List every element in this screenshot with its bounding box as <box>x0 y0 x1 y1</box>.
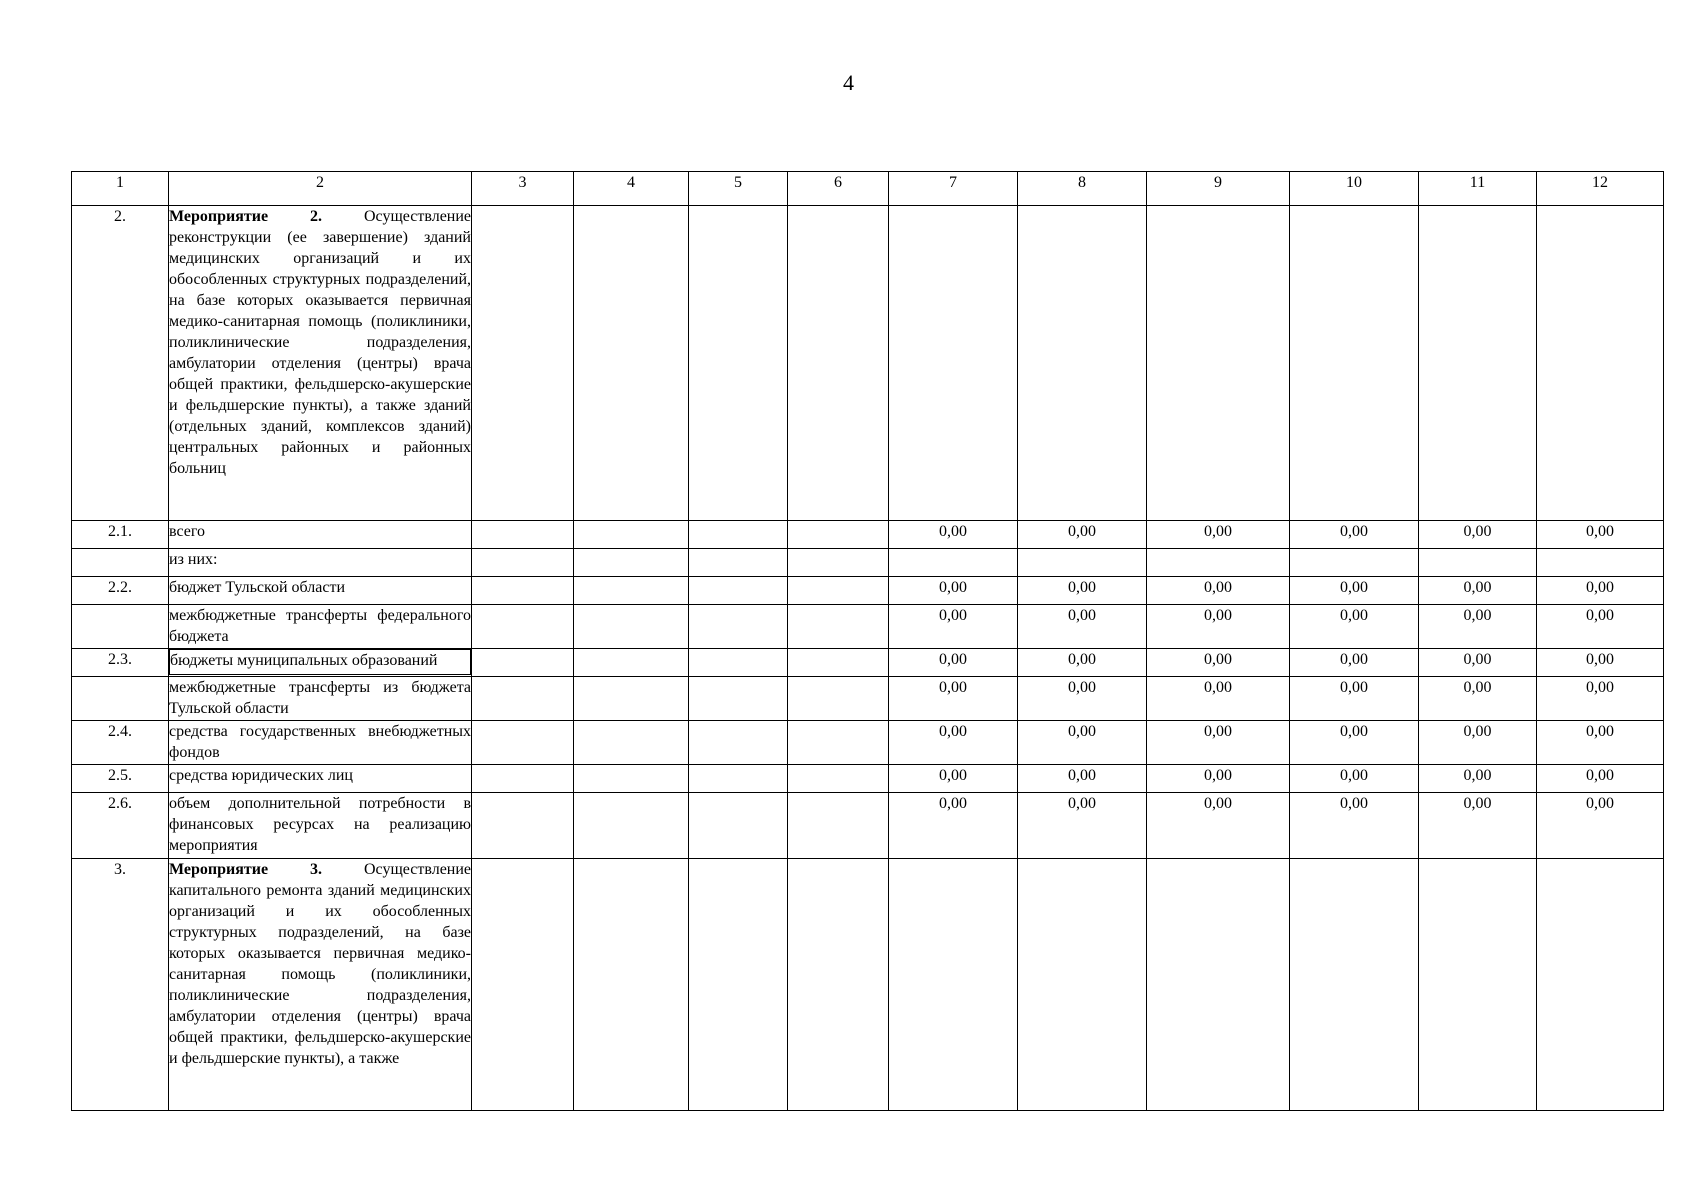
value-cell: 0,00 <box>1290 765 1419 793</box>
table-row <box>72 793 1664 859</box>
value-cell: 0,00 <box>1419 605 1537 649</box>
row-number: 2.1. <box>72 521 169 549</box>
row-label: средства юридических лиц <box>169 765 472 793</box>
column-numbers-row <box>72 172 1664 206</box>
table-row <box>72 521 1664 549</box>
value-cell <box>1290 549 1419 577</box>
value-cell: 0,00 <box>1290 577 1419 605</box>
value-cell: 0,00 <box>1537 721 1664 765</box>
row-label: из них: <box>169 549 472 577</box>
table-row <box>72 549 1664 577</box>
value-cell <box>1018 549 1147 577</box>
value-cell: 0,00 <box>1537 793 1664 859</box>
table-row <box>72 577 1664 605</box>
table-row <box>72 765 1664 793</box>
value-cell: 0,00 <box>889 649 1018 677</box>
row-number: 2.5. <box>72 765 169 793</box>
value-cell: 0,00 <box>1419 793 1537 859</box>
column-header: 6 <box>788 172 889 206</box>
value-cell: 0,00 <box>1018 577 1147 605</box>
value-cell: 0,00 <box>889 677 1018 721</box>
column-header: 4 <box>574 172 689 206</box>
value-cell: 0,00 <box>1537 765 1664 793</box>
value-cell: 0,00 <box>1537 649 1664 677</box>
event-2-row <box>72 206 1664 521</box>
value-cell: 0,00 <box>1419 765 1537 793</box>
value-cell: 0,00 <box>1018 721 1147 765</box>
value-cell: 0,00 <box>889 793 1018 859</box>
row-label: средства государственных внебюджетных фондов <box>169 721 472 765</box>
value-cell: 0,00 <box>889 721 1018 765</box>
row-number: 2.6. <box>72 793 169 859</box>
value-cell: 0,00 <box>1018 765 1147 793</box>
column-header: 9 <box>1147 172 1290 206</box>
row-label: межбюджетные трансферты из бюджета Тульской области <box>169 677 472 721</box>
row-number <box>72 677 169 721</box>
value-cell: 0,00 <box>1018 677 1147 721</box>
value-cell: 0,00 <box>1147 605 1290 649</box>
row-label: бюджеты муниципальных образований <box>169 649 471 675</box>
value-cell: 0,00 <box>1419 521 1537 549</box>
event-text: Осуществление реконструкции (ее завершение) зданий медицинских организаций и их обособленных структурных подразделений, на базе которых оказывается первичная медико-санитарная помощь (поликлиники, поликлинические подразделения, амбулатории отделения (центры) врача общей практики, фельдшерско-акушерские и фельдшерские пункты), а также зданий (отдельных зданий, комплексов зданий) центральных районных и районных больниц <box>169 208 472 477</box>
value-cell <box>1419 549 1537 577</box>
value-cell <box>1147 549 1290 577</box>
value-cell <box>889 549 1018 577</box>
table-row <box>72 605 1664 649</box>
row-number <box>72 549 169 577</box>
value-cell: 0,00 <box>1290 649 1419 677</box>
value-cell: 0,00 <box>1537 605 1664 649</box>
value-cell: 0,00 <box>1147 721 1290 765</box>
value-cell: 0,00 <box>889 605 1018 649</box>
column-header: 5 <box>689 172 788 206</box>
table-row <box>72 649 1664 677</box>
event-text: Осуществление капитального ремонта зданий медицинских организаций и их обособленных структурных подразделений, на базе которых оказывается первичная медико-санитарная помощь (поликлиники, поликлинические подразделения, амбулатории отделения (центры) врача общей практики, фельдшерско-акушерские и фельдшерские пункты), а также <box>169 861 472 1067</box>
value-cell: 0,00 <box>1419 649 1537 677</box>
value-cell: 0,00 <box>1147 577 1290 605</box>
column-header: 10 <box>1290 172 1419 206</box>
value-cell: 0,00 <box>1147 765 1290 793</box>
value-cell: 0,00 <box>1290 605 1419 649</box>
column-header: 7 <box>889 172 1018 206</box>
row-label: бюджет Тульской области <box>169 577 472 605</box>
row-label: объем дополнительной потребности в финансовых ресурсах на реализацию мероприятия <box>169 793 472 859</box>
row-number: 2.4. <box>72 721 169 765</box>
table-row <box>72 677 1664 721</box>
row-number: 2. <box>72 206 169 521</box>
value-cell: 0,00 <box>1018 649 1147 677</box>
event-3-row <box>72 859 1664 1111</box>
value-cell: 0,00 <box>1419 577 1537 605</box>
value-cell: 0,00 <box>1147 521 1290 549</box>
funding-table <box>71 171 1664 1111</box>
value-cell: 0,00 <box>1537 577 1664 605</box>
row-number: 2.2. <box>72 577 169 605</box>
value-cell: 0,00 <box>1419 677 1537 721</box>
event-label: Мероприятие 3. <box>169 861 323 878</box>
row-label: межбюджетные трансферты федерального бюджета <box>169 605 472 649</box>
value-cell: 0,00 <box>1537 677 1664 721</box>
row-label: всего <box>169 521 472 549</box>
column-header: 11 <box>1419 172 1537 206</box>
table-row <box>72 721 1664 765</box>
value-cell: 0,00 <box>1147 793 1290 859</box>
value-cell <box>1537 549 1664 577</box>
column-header: 12 <box>1537 172 1664 206</box>
event-label: Мероприятие 2. <box>169 208 323 225</box>
value-cell: 0,00 <box>1018 793 1147 859</box>
value-cell: 0,00 <box>1290 521 1419 549</box>
value-cell: 0,00 <box>889 577 1018 605</box>
value-cell: 0,00 <box>889 765 1018 793</box>
value-cell: 0,00 <box>1290 721 1419 765</box>
row-number <box>72 605 169 649</box>
value-cell: 0,00 <box>1018 521 1147 549</box>
column-header: 3 <box>472 172 574 206</box>
value-cell: 0,00 <box>1018 605 1147 649</box>
row-number: 3. <box>72 859 169 1111</box>
value-cell: 0,00 <box>1290 677 1419 721</box>
value-cell: 0,00 <box>1290 793 1419 859</box>
column-header: 8 <box>1018 172 1147 206</box>
column-header: 2 <box>169 172 472 206</box>
value-cell: 0,00 <box>889 521 1018 549</box>
event-description <box>169 859 472 1111</box>
value-cell: 0,00 <box>1147 649 1290 677</box>
column-header: 1 <box>72 172 169 206</box>
value-cell: 0,00 <box>1537 521 1664 549</box>
event-description <box>169 206 472 521</box>
value-cell: 0,00 <box>1147 677 1290 721</box>
row-number: 2.3. <box>72 649 169 677</box>
value-cell: 0,00 <box>1419 721 1537 765</box>
page-number: 4 <box>843 70 854 95</box>
